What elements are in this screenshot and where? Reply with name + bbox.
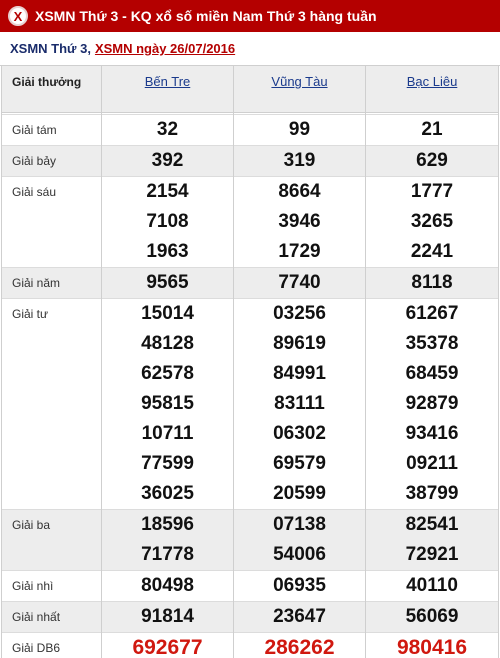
- prize-numbers-cell: [234, 632, 366, 658]
- prize-number: 69579: [273, 452, 326, 474]
- prize-number: 7108: [146, 210, 189, 232]
- province-header[interactable]: [234, 66, 366, 112]
- special-prize-number: 692677: [132, 635, 203, 658]
- prize-name: Giải nhất: [2, 601, 102, 632]
- prize-number: 06935: [273, 574, 326, 596]
- prize-number: 62578: [141, 362, 194, 384]
- breadcrumb-date-link[interactable]: XSMN ngày 26/07/2016: [94, 41, 236, 56]
- prize-numbers-cell: [102, 509, 234, 570]
- prize-number: 71778: [141, 543, 194, 565]
- prize-numbers-cell: [234, 570, 366, 601]
- prize-number: 54006: [273, 543, 326, 565]
- prize-row: [2, 114, 499, 145]
- prize-number: 80498: [141, 574, 194, 596]
- prize-number: 2154: [146, 180, 189, 202]
- prize-number: 72921: [405, 543, 459, 565]
- prize-name: Giải tám: [2, 114, 102, 145]
- prize-name: Giải bảy: [2, 145, 102, 176]
- prize-number: 82541: [405, 513, 459, 535]
- prize-number: 1729: [278, 240, 321, 262]
- prize-numbers-cell: [366, 145, 499, 176]
- prize-numbers-cell: [366, 570, 499, 601]
- prize-number: 83111: [274, 392, 325, 414]
- prize-numbers-cell: [366, 298, 499, 509]
- prize-numbers-cell: [366, 267, 499, 298]
- prize-number: 84991: [273, 362, 326, 384]
- special-prize-number: 980416: [396, 635, 468, 658]
- prize-number: 319: [283, 149, 316, 171]
- prize-rows: [2, 112, 499, 658]
- prize-number: 21: [421, 118, 443, 140]
- prize-number: 09211: [406, 452, 458, 474]
- prize-name: Giải tư: [2, 298, 102, 509]
- province-header[interactable]: [366, 66, 499, 112]
- prize-number: 07138: [273, 513, 326, 535]
- prize-name: Giải sáu: [2, 176, 102, 267]
- prize-numbers-cell: [234, 601, 366, 632]
- prize-number: 8118: [411, 271, 453, 293]
- prize-number: 61267: [405, 302, 459, 324]
- page-header: [0, 0, 500, 32]
- prize-number: 77599: [141, 452, 194, 474]
- prize-numbers-cell: [102, 176, 234, 267]
- prize-row: [2, 509, 499, 570]
- prize-numbers-cell: [366, 176, 499, 267]
- prize-column-header: Giải thưởng: [2, 66, 102, 112]
- prize-numbers-cell: [102, 632, 234, 658]
- prize-numbers-cell: [234, 509, 366, 570]
- prize-name: Giải nhì: [2, 570, 102, 601]
- prize-number: 99: [288, 118, 311, 140]
- prize-numbers-cell: [102, 601, 234, 632]
- prize-number: 32: [156, 118, 179, 140]
- prize-numbers-cell: [102, 267, 234, 298]
- prize-number: 93416: [405, 422, 459, 444]
- prize-name: Giải DB6: [2, 632, 102, 658]
- prize-number: 23647: [273, 605, 326, 627]
- prize-number: 40110: [406, 574, 458, 596]
- prize-row: [2, 176, 499, 267]
- prize-number: 35378: [405, 332, 459, 354]
- prize-numbers-cell: [234, 298, 366, 509]
- prize-numbers-cell: [234, 145, 366, 176]
- prize-numbers-cell: [102, 298, 234, 509]
- prize-number: 7740: [278, 271, 321, 293]
- prize-name: Giải năm: [2, 267, 102, 298]
- prize-number: 20599: [273, 482, 326, 504]
- prize-numbers-cell: [102, 145, 234, 176]
- prize-number: 92879: [405, 392, 459, 414]
- prize-number: 3946: [278, 210, 321, 232]
- province-link[interactable]: Vũng Tàu: [271, 74, 328, 89]
- logo-icon: X: [8, 6, 28, 26]
- prize-number: 36025: [141, 482, 194, 504]
- prize-number: 03256: [273, 302, 326, 324]
- breadcrumb-separator: ,: [87, 41, 91, 56]
- breadcrumb: [0, 32, 500, 66]
- prize-row: [2, 267, 499, 298]
- prize-number: 10711: [141, 422, 194, 444]
- prize-number: 91814: [141, 605, 194, 627]
- prize-numbers-cell: [234, 176, 366, 267]
- prize-number: 629: [416, 149, 448, 171]
- prize-row: [2, 570, 499, 601]
- prize-number: 392: [151, 149, 184, 171]
- prize-row: [2, 298, 499, 509]
- province-link[interactable]: Bạc Liêu: [406, 74, 458, 89]
- prize-name: Giải ba: [2, 509, 102, 570]
- header-title: XSMN Thứ 3 - KQ xổ số miền Nam Thứ 3 hàng tuần: [35, 8, 377, 24]
- prize-number: 1777: [410, 180, 454, 202]
- prize-numbers-cell: [366, 632, 499, 658]
- prize-number: 89619: [273, 332, 326, 354]
- prize-numbers-cell: [366, 114, 499, 145]
- prize-numbers-cell: [102, 114, 234, 145]
- province-link[interactable]: Bến Tre: [144, 74, 191, 89]
- prize-number: 15014: [141, 302, 194, 324]
- prize-numbers-cell: [366, 601, 499, 632]
- prize-number: 2241: [410, 240, 454, 262]
- prize-number: 06302: [273, 422, 326, 444]
- breadcrumb-current: XSMN Thứ 3: [10, 41, 88, 56]
- prize-number: 48128: [141, 332, 194, 354]
- prize-numbers-cell: [366, 509, 499, 570]
- table-header-row: [2, 66, 499, 112]
- prize-number: 3265: [410, 210, 454, 232]
- results-table: [1, 66, 499, 658]
- prize-row: [2, 145, 499, 176]
- province-header[interactable]: [102, 66, 234, 112]
- prize-number: 8664: [278, 180, 321, 202]
- prize-number: 68459: [405, 362, 459, 384]
- prize-number: 56069: [405, 605, 459, 627]
- prize-number: 95815: [141, 392, 194, 414]
- prize-row: [2, 632, 499, 658]
- prize-number: 18596: [141, 513, 194, 535]
- prize-numbers-cell: [102, 570, 234, 601]
- prize-row: [2, 601, 499, 632]
- prize-number: 1963: [146, 240, 189, 262]
- prize-numbers-cell: [234, 267, 366, 298]
- special-prize-number: 286262: [264, 635, 335, 658]
- prize-number: 38799: [405, 482, 459, 504]
- prize-number: 9565: [146, 271, 189, 293]
- prize-numbers-cell: [234, 114, 366, 145]
